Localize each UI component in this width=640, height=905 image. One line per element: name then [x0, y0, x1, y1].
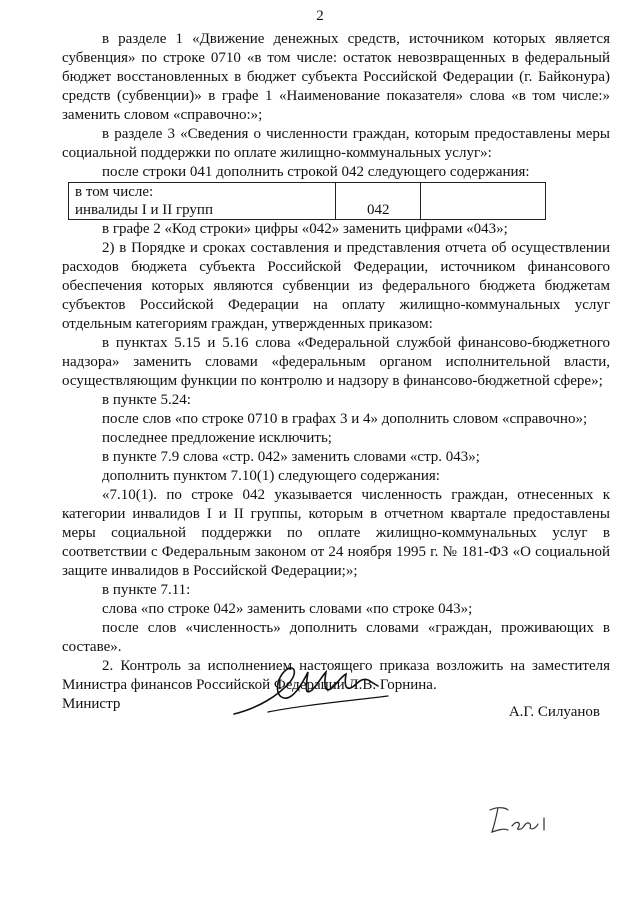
handwritten-signature	[228, 656, 398, 726]
paragraph-5: 2) в Порядке и сроках составления и представления отчета об осуществлении расходов бюджета субъекта Российской Федерации, источником финансового обеспечения которых являются субвенции из федерального бюджета бюджетам субъектов Российской Федерации на оплату жилищно-коммунальных услуг отдельным категориям граждан, утвержденных приказом:	[62, 240, 610, 332]
table-cell-name	[69, 183, 336, 220]
page-number: 2	[316, 8, 324, 24]
handwritten-initials	[484, 800, 554, 840]
paragraph-8: после слов «по строке 0710 в графах 3 и 4» дополнить словом «справочно»;	[102, 411, 588, 427]
paragraph-4: в графе 2 «Код строки» цифры «042» заменить цифрами «043»;	[102, 221, 508, 237]
document-body	[62, 30, 610, 695]
paragraph-3: после строки 041 дополнить строкой 042 следующего содержания:	[102, 164, 530, 180]
paragraph-2: в разделе 3 «Сведения о численности граждан, которым предоставлены меры социальной поддержки по оплате жилищно-коммунальных услуг»:	[62, 126, 610, 161]
table-cell-code: 042	[336, 183, 420, 220]
table-cell-empty	[420, 183, 545, 220]
signer-name: А.Г. Силуанов	[508, 704, 600, 720]
paragraph-14: слова «по строке 042» заменить словами «по строке 043»;	[102, 601, 473, 617]
paragraph-9: последнее предложение исключить;	[102, 430, 332, 446]
signer-position: Министр	[62, 696, 121, 712]
paragraph-7: в пункте 5.24:	[102, 392, 191, 408]
table-cell-line1: в том числе:	[75, 184, 154, 200]
inserted-row-table	[68, 182, 546, 220]
paragraph-10: в пункте 7.9 слова «стр. 042» заменить словами «стр. 043»;	[102, 449, 480, 465]
table-row	[69, 183, 546, 220]
paragraph-13: в пункте 7.11:	[102, 582, 191, 598]
paragraph-6: в пунктах 5.15 и 5.16 слова «Федеральной службой финансово-бюджетного надзора» заменить словами «федеральным органом исполнительной власти, осуществляющим функции по контролю и надзору в финансово-бюджетной сфере»;	[62, 335, 610, 389]
paragraph-16: 2. Контроль за исполнением настоящего приказа возложить на заместителя Министра финансов Российской Федерации Л.В. Горнина.	[62, 658, 610, 693]
paragraph-15: после слов «численность» дополнить словами «граждан, проживающих в составе».	[62, 620, 610, 655]
paragraph-11: дополнить пунктом 7.10(1) следующего содержания:	[102, 468, 440, 484]
paragraph-1: в разделе 1 «Движение денежных средств, источником которых является субвенция» по строке 0710 «в том числе: остаток невозвращенных в федеральный бюджет восстановленных в бюджет субъекта Российской Федерации (г. Байконура) средств (субвенции)» в графе 1 «Наименование показателя» слова «в том числе:» заменить словом «справочно:»;	[62, 31, 610, 123]
table-cell-line2: инвалиды I и II групп	[75, 202, 213, 218]
paragraph-12: «7.10(1). по строке 042 указывается численность граждан, отнесенных к категории инвалидов I и II группы, которым в отчетном квартале предоставлены меры социальной поддержки по оплате жилищно-коммунальных услуг в соответствии с Федеральным законом от 24 ноября 1995 г. № 181-ФЗ «О социальной защите инвалидов в Российской Федерации;»;	[62, 487, 610, 579]
